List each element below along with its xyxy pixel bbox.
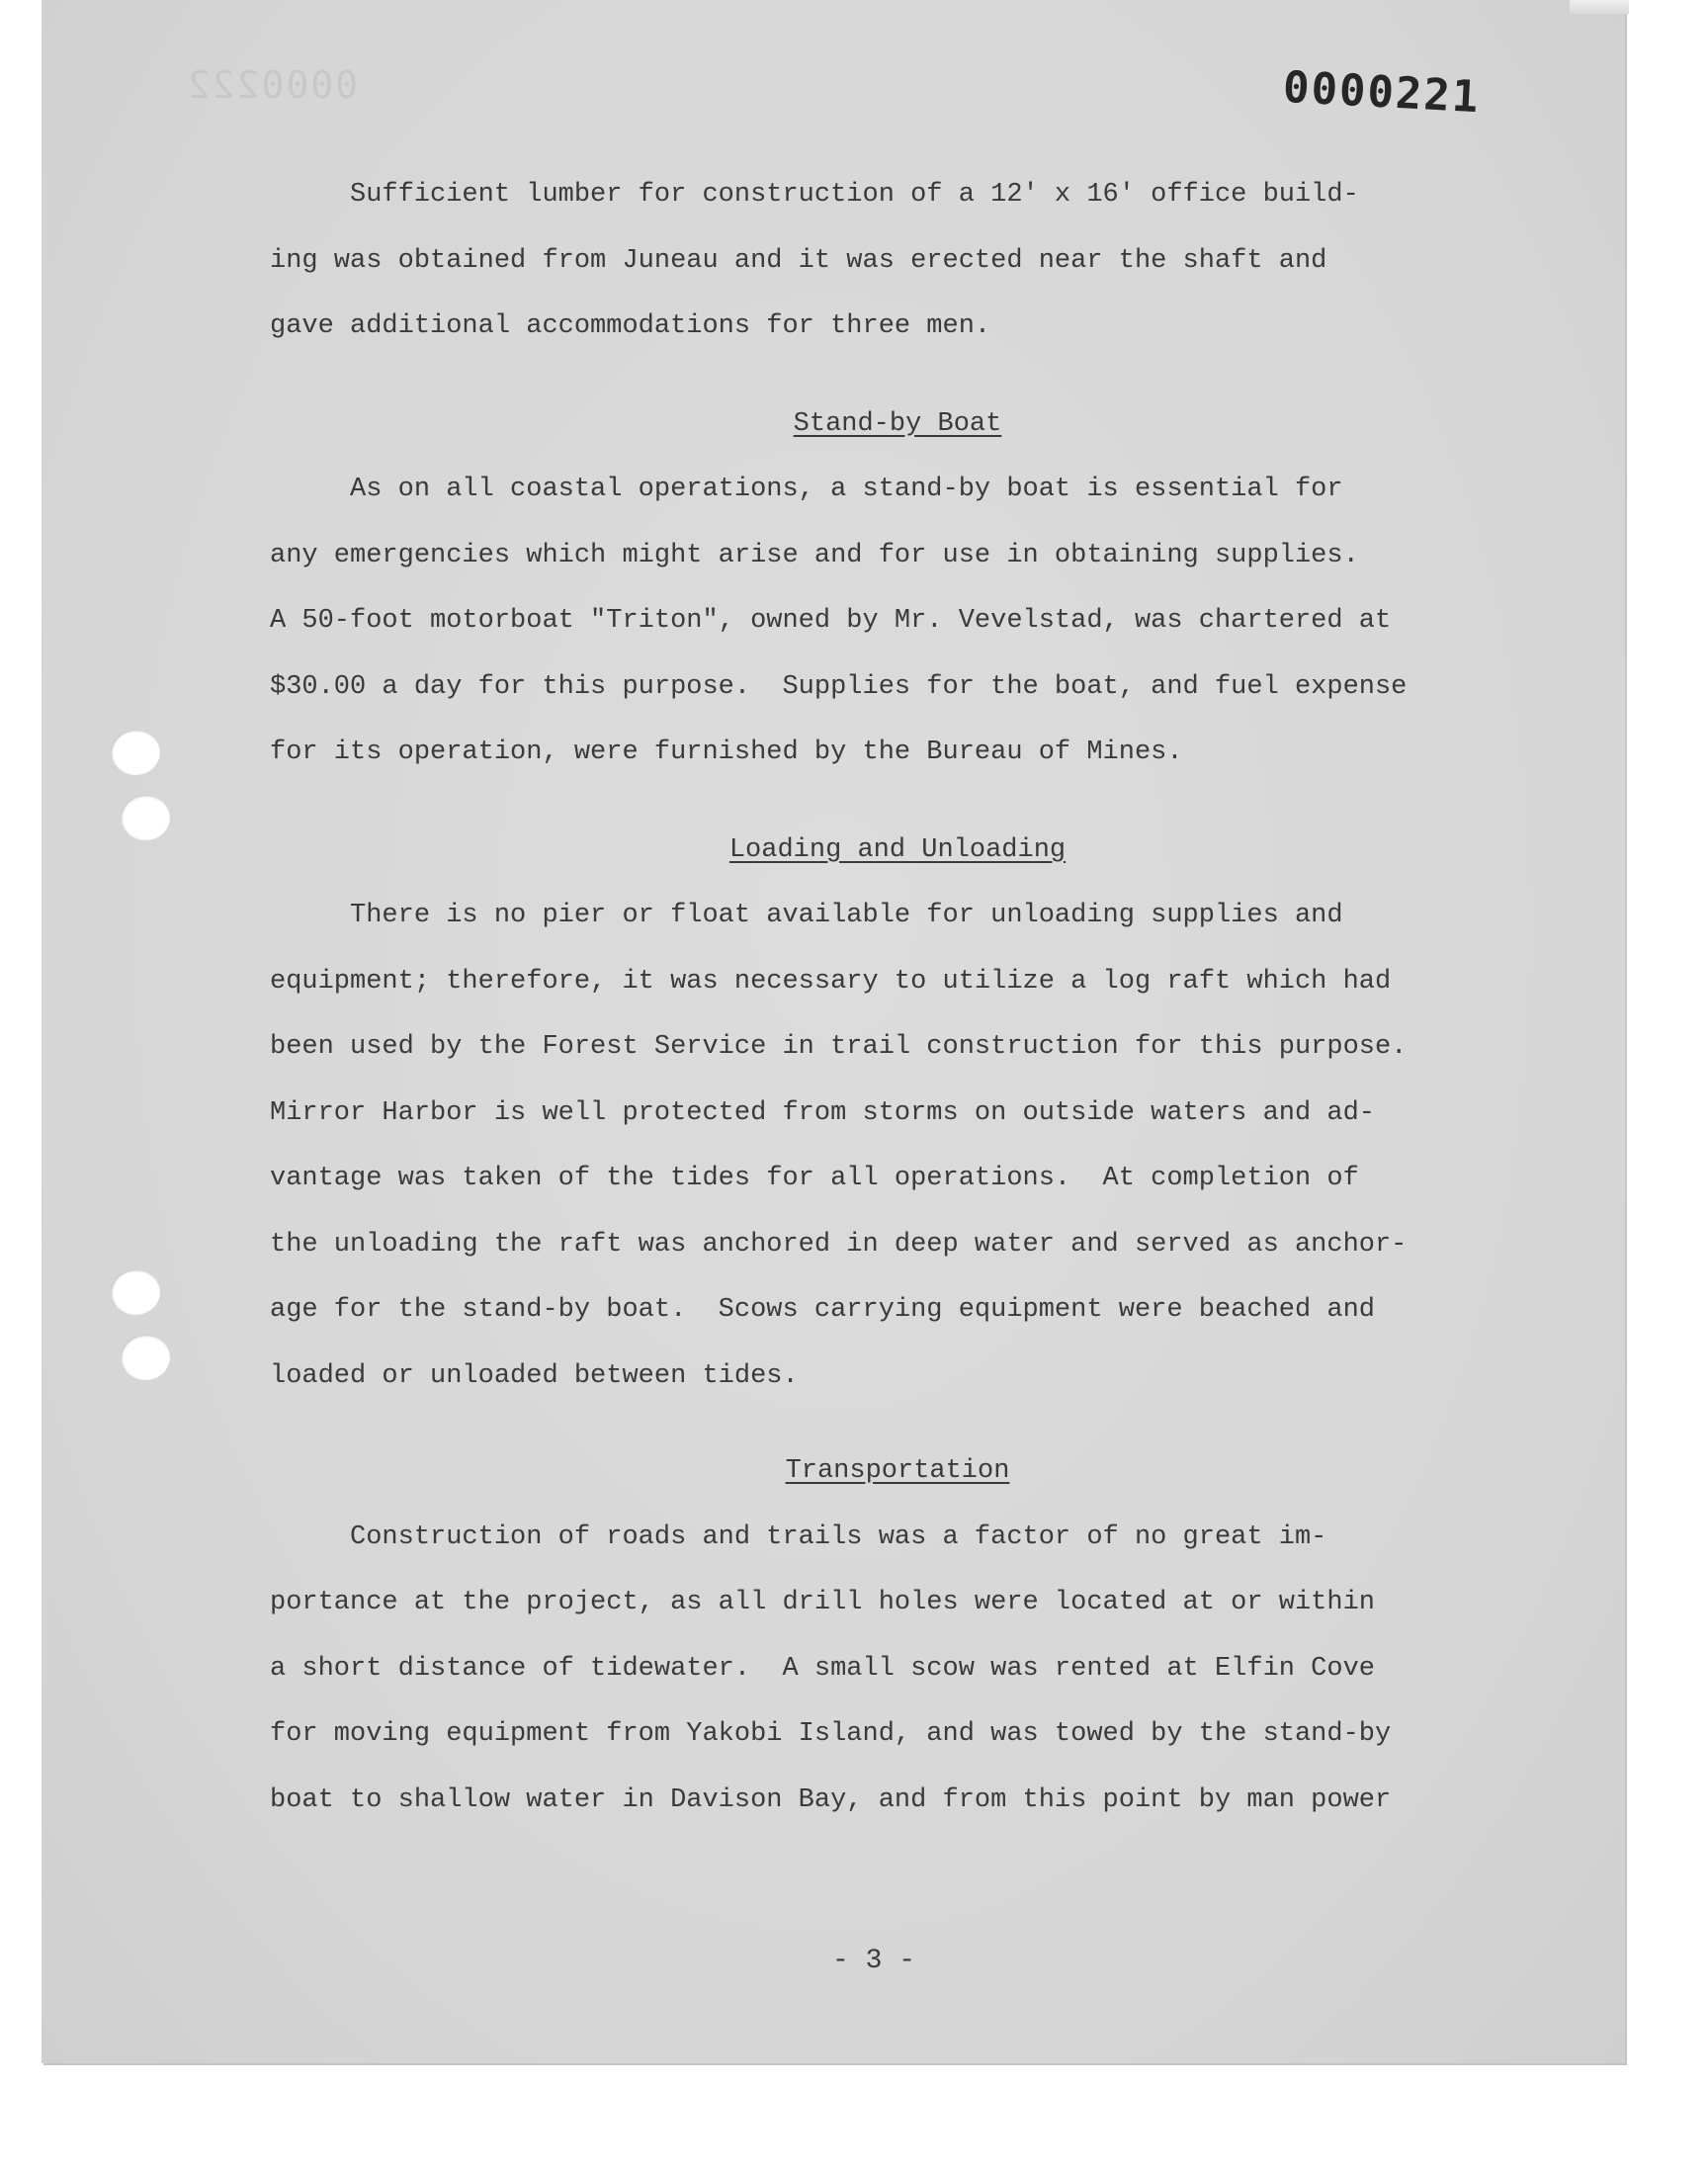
text-line: A 50-foot motorboat "Triton", owned by Mr. Vevelstad, was chartered at <box>270 606 1392 636</box>
paragraph-intro <box>270 162 1486 360</box>
text-line: any emergencies which might arise and for use in obtaining supplies. <box>270 540 1359 570</box>
text-line: As on all coastal operations, a stand-by boat is essential for <box>270 475 1343 504</box>
page-number: - 3 - <box>831 1946 915 1976</box>
page-stamp-number: 0000221 <box>1281 61 1482 124</box>
section-heading-loading-unloading <box>270 818 1486 884</box>
text-line: a short distance of tidewater. A small scow was rented at Elfin Cove <box>270 1653 1375 1684</box>
text-line: the unloading the raft was anchored in deep water and served as anchor- <box>270 1229 1408 1260</box>
punch-hole-2 <box>121 795 170 840</box>
heading-text: Transportation <box>785 1456 1010 1486</box>
text-line: boat to shallow water in Davison Bay, and from this point by man power <box>270 1784 1392 1815</box>
text-line: Sufficient lumber for construction of a 12' x 16' office build- <box>270 180 1359 210</box>
section-heading-stand-by-boat <box>270 392 1486 458</box>
text-line: for moving equipment from Yakobi Island, and was towed by the stand-by <box>270 1719 1392 1749</box>
text-line: Construction of roads and trails was a factor of no great im- <box>270 1522 1327 1552</box>
text-line: ing was obtained from Juneau and it was erected near the shaft and <box>270 245 1327 276</box>
text-line: for its operation, were furnished by the Bureau of Mines. <box>270 738 1183 767</box>
text-line: age for the stand-by boat. Scows carrying equipment were beached and <box>270 1295 1375 1325</box>
text-line: loaded or unloaded between tides. <box>270 1360 799 1391</box>
paragraph-transportation <box>270 1505 1486 1834</box>
paragraph-stand-by-boat <box>270 457 1486 786</box>
punch-hole-4 <box>121 1335 170 1380</box>
text-line: equipment; therefore, it was necessary to utilize a log raft which had <box>270 966 1392 997</box>
heading-text: Loading and Unloading <box>728 834 1067 865</box>
page-fold <box>1570 0 1629 14</box>
text-line: There is no pier or float available for unloading supplies and <box>270 901 1343 930</box>
section-heading-transportation <box>270 1438 1486 1505</box>
text-line: been used by the Forest Service in trail construction for this purpose. <box>270 1032 1408 1062</box>
punch-hole-3 <box>111 1269 160 1315</box>
text-line: portance at the project, as all drill holes were located at or within <box>270 1588 1375 1617</box>
text-line: $30.00 a day for this purpose. Supplies for the boat, and fuel expense <box>270 671 1408 702</box>
text-line: Mirror Harbor is well protected from storms on outside waters and ad- <box>270 1097 1375 1128</box>
paragraph-loading-unloading <box>270 883 1486 1409</box>
text-line: vantage was taken of the tides for all operations. At completion of <box>270 1164 1359 1193</box>
text-line: gave additional accommodations for three men. <box>270 311 991 341</box>
bleed-through-number: 0000222 <box>186 63 359 107</box>
punch-hole-1 <box>111 730 160 775</box>
heading-text: Stand-by Boat <box>793 408 1002 439</box>
document-body <box>270 162 1486 1833</box>
